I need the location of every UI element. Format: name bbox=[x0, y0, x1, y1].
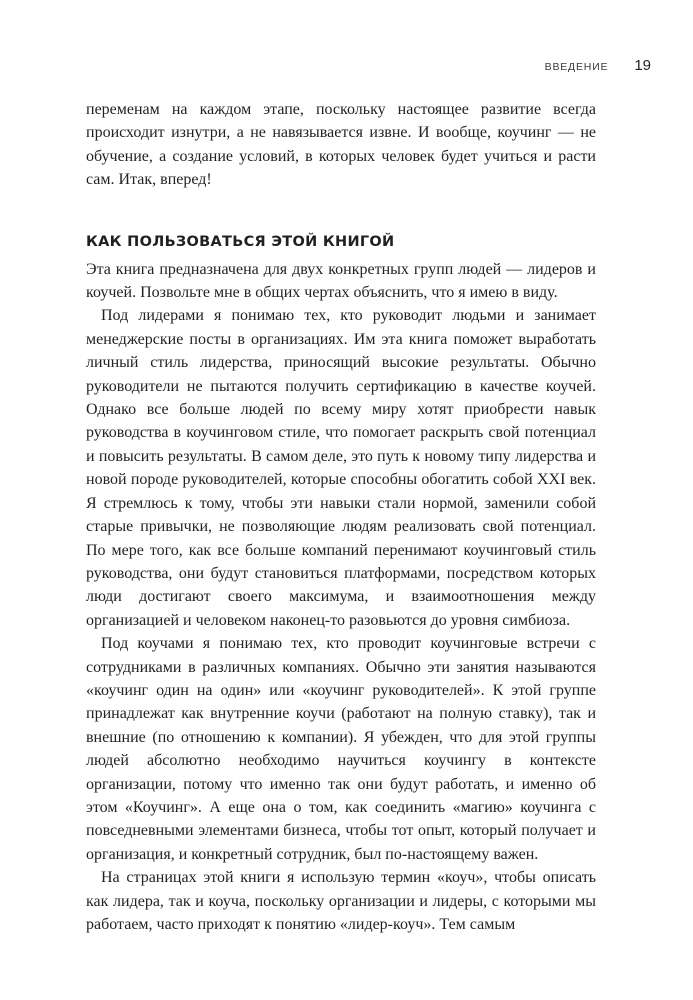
section-heading: КАК ПОЛЬЗОВАТЬСЯ ЭТОЙ КНИГОЙ bbox=[86, 233, 395, 250]
running-head-section: ВВЕДЕНИЕ bbox=[544, 61, 609, 73]
section-paragraph-2: Под лидерами я понимаю тех, кто руководит людьми и занимает менеджерские посты в организациях. Им эта книга поможет выработать личный стиль лидерства, приносящий высокие результаты. Обычно руководители не пытаются получить сертификацию в качестве коучей. Однако все больше людей по всему миру хотят приобрести навык руководства в коучинговом стиле, что помогает раскрыть свой потенциал и повысить результаты. В самом деле, это путь к новому типу лидерства и новой породе руководителей, которые способны обогатить собой XXI век. Я стремлюсь к тому, чтобы эти навыки стали нормой, заменили собой старые привычки, не позволяющие людям реализовать свой потенциал. По мере того, как все больше компаний перенимают коучинговый стиль руководства, они будут становиться платформами, посредством которых люди достигают своего максимума, и взаимоотношения между организацией и человеком наконец-то разовьются до уровня симбиоза. bbox=[86, 307, 596, 629]
running-head bbox=[545, 57, 651, 74]
continued-paragraph: переменам на каждом этапе, поскольку настоящее развитие всегда происходит изнутри, а не навязывается извне. И вообще, коучинг — не обучение, а создание условий, в которых человек будет учиться и расти сам. Итак, вперед! bbox=[86, 101, 596, 189]
section-paragraph-4: На страницах этой книги я использую термин «коуч», чтобы описать как лидера, так и коуча, поскольку организации и лидеры, с которыми мы работаем, часто приходят к понятию «лидер-коуч». Тем самым bbox=[86, 869, 596, 933]
page-body bbox=[86, 98, 596, 936]
page-number: 19 bbox=[634, 57, 651, 74]
section-paragraph-1: Эта книга предназначена для двух конкретных групп людей — лидеров и коучей. Позвольте мне в общих чертах объяснить, что я имею в виду. bbox=[86, 260, 596, 302]
section-paragraph-3: Под коучами я понимаю тех, кто проводит коучинговые встречи с сотрудниками в различных компаниях. Обычно эти занятия называются «коучинг один на один» или «коучинг руководителей». К этой группе принадлежат как внутренние коучи (работают на полную ставку), так и внешние (по отношению к компании). Я убежден, что для этой группы людей абсолютно необходимо научиться коучингу в контексте организации, потому что именно так они будут работать, и именно об этом «Коучинг». А еще она о том, как соединить «магию» коучинга с повседневными элементами бизнеса, чтобы тот опыт, который получает и организация, и конкретный сотрудник, был по-настоящему важен. bbox=[86, 635, 596, 863]
